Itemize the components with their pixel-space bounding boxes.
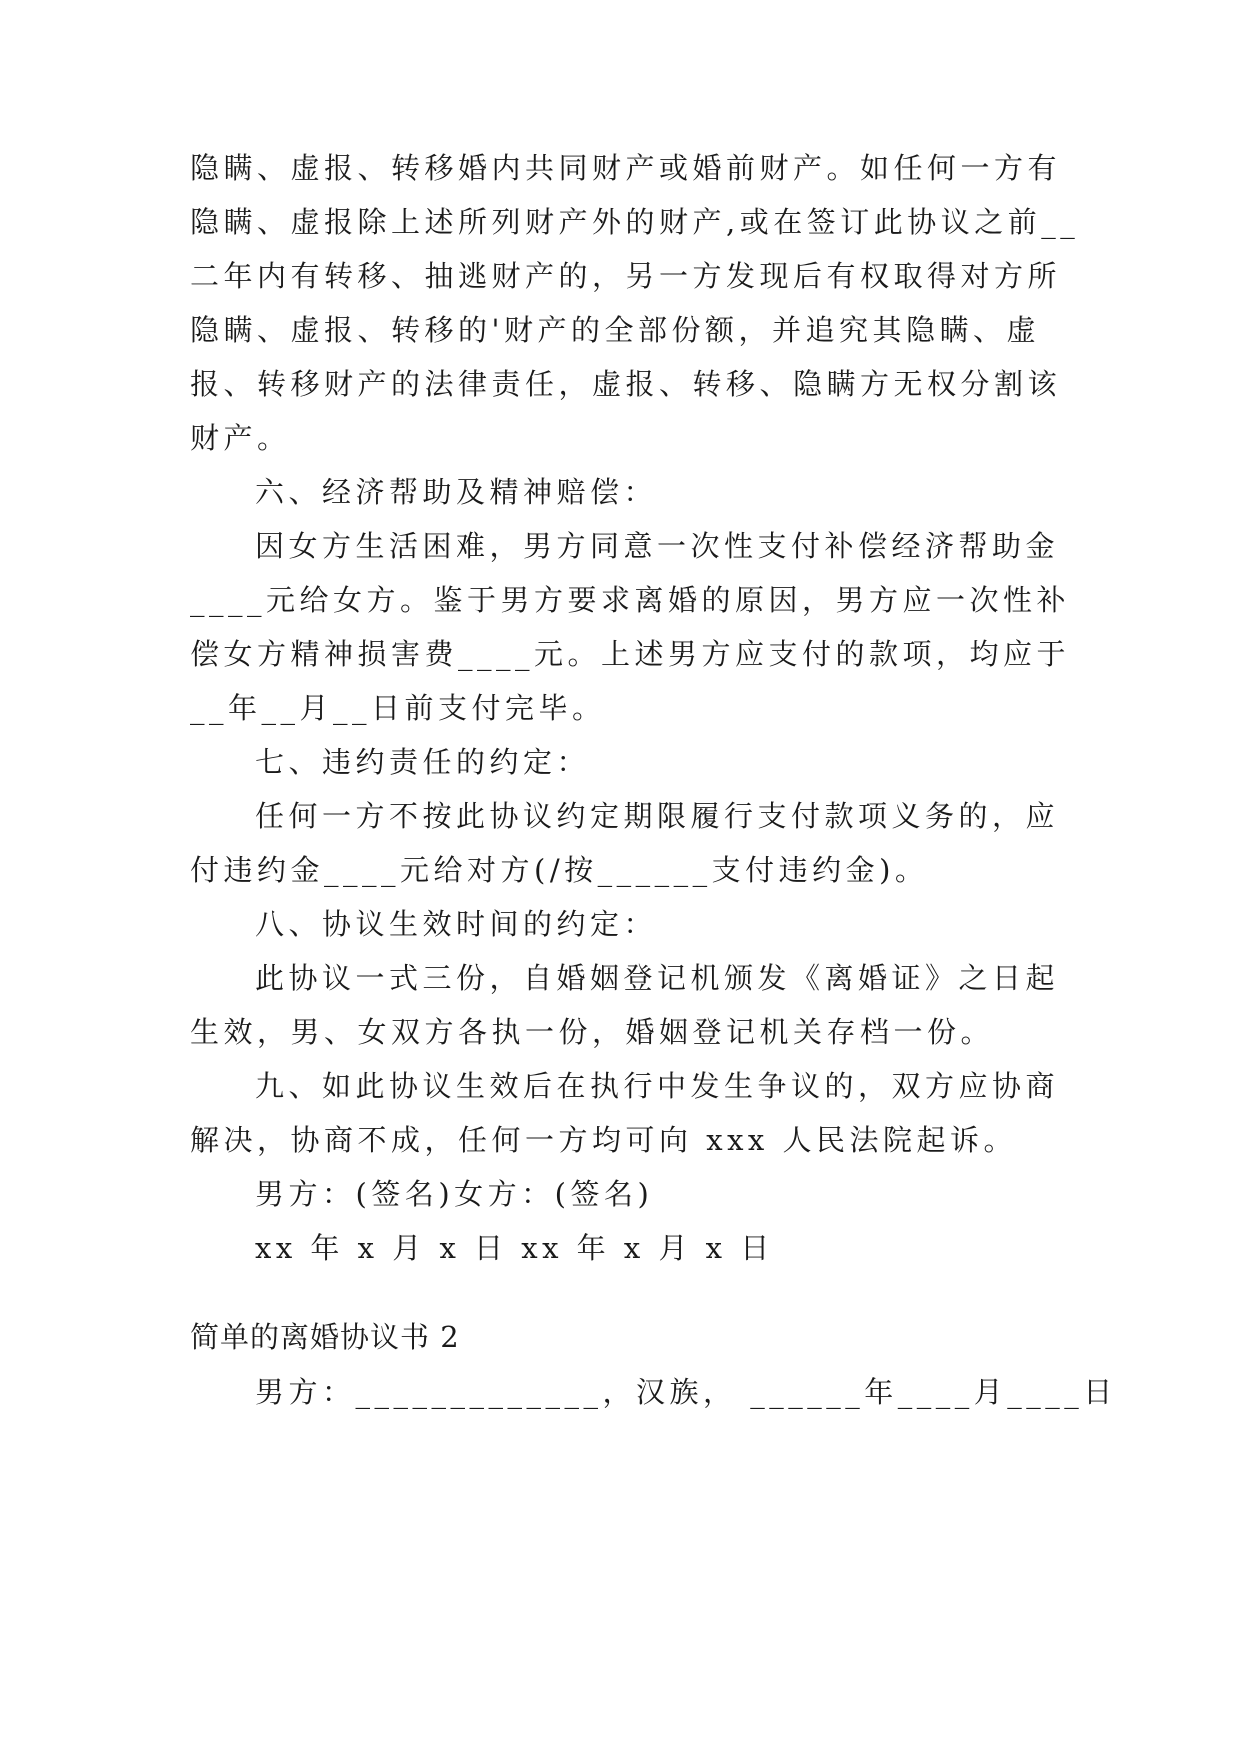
body-text-line: 财产。 xyxy=(190,421,291,455)
body-text-line: 任何一方不按此协议约定期限履行支付款项义务的，应 xyxy=(255,799,1060,833)
body-text-line: 隐瞒、虚报除上述所列财产外的财产,或在签订此协议之前__ xyxy=(190,205,1080,239)
clause-heading-seven: 七、违约责任的约定： xyxy=(255,745,591,779)
body-text-line: 因女方生活困难，男方同意一次性支付补偿经济帮助金 xyxy=(255,529,1060,563)
body-text-line: 隐瞒、虚报、转移婚内共同财产或婚前财产。如任何一方有 xyxy=(190,151,1062,185)
body-text-line: __年__月__日前支付完毕。 xyxy=(190,691,606,725)
body-text-line: 生效，男、女双方各执一份，婚姻登记机关存档一份。 xyxy=(190,1015,995,1049)
section-title: 简单的离婚协议书 2 xyxy=(190,1320,460,1354)
body-text-line: ____元给女方。鉴于男方要求离婚的原因，男方应一次性补 xyxy=(190,583,1071,617)
body-text-line: 解决，协商不成，任何一方均可向 xxx 人民法院起诉。 xyxy=(190,1123,1018,1157)
body-text-line: 偿女方精神损害费____元。上述男方应支付的款项，均应于 xyxy=(190,637,1071,671)
party-info-line: 男方：_____________，汉族， ______年____月____日 xyxy=(255,1375,1117,1409)
body-text-line: 隐瞒、虚报、转移的'财产的全部份额，并追究其隐瞒、虚 xyxy=(190,313,1040,347)
body-text-line: 此协议一式三份，自婚姻登记机颁发《离婚证》之日起 xyxy=(255,961,1060,995)
body-text-line: 付违约金____元给对方(/按______支付违约金)。 xyxy=(190,853,929,887)
clause-nine: 九、如此协议生效后在执行中发生争议的，双方应协商 xyxy=(255,1069,1060,1103)
signature-line: 男方：(签名)女方：(签名) xyxy=(255,1177,654,1211)
clause-heading-six: 六、经济帮助及精神赔偿： xyxy=(255,475,658,509)
date-line: xx 年 x 月 x 日 xx 年 x 月 x 日 xyxy=(255,1231,774,1265)
body-text-line: 报、转移财产的法律责任，虚报、转移、隐瞒方无权分割该 xyxy=(190,367,1062,401)
body-text-line: 二年内有转移、抽逃财产的，另一方发现后有权取得对方所 xyxy=(190,259,1062,293)
clause-heading-eight: 八、协议生效时间的约定： xyxy=(255,907,658,941)
